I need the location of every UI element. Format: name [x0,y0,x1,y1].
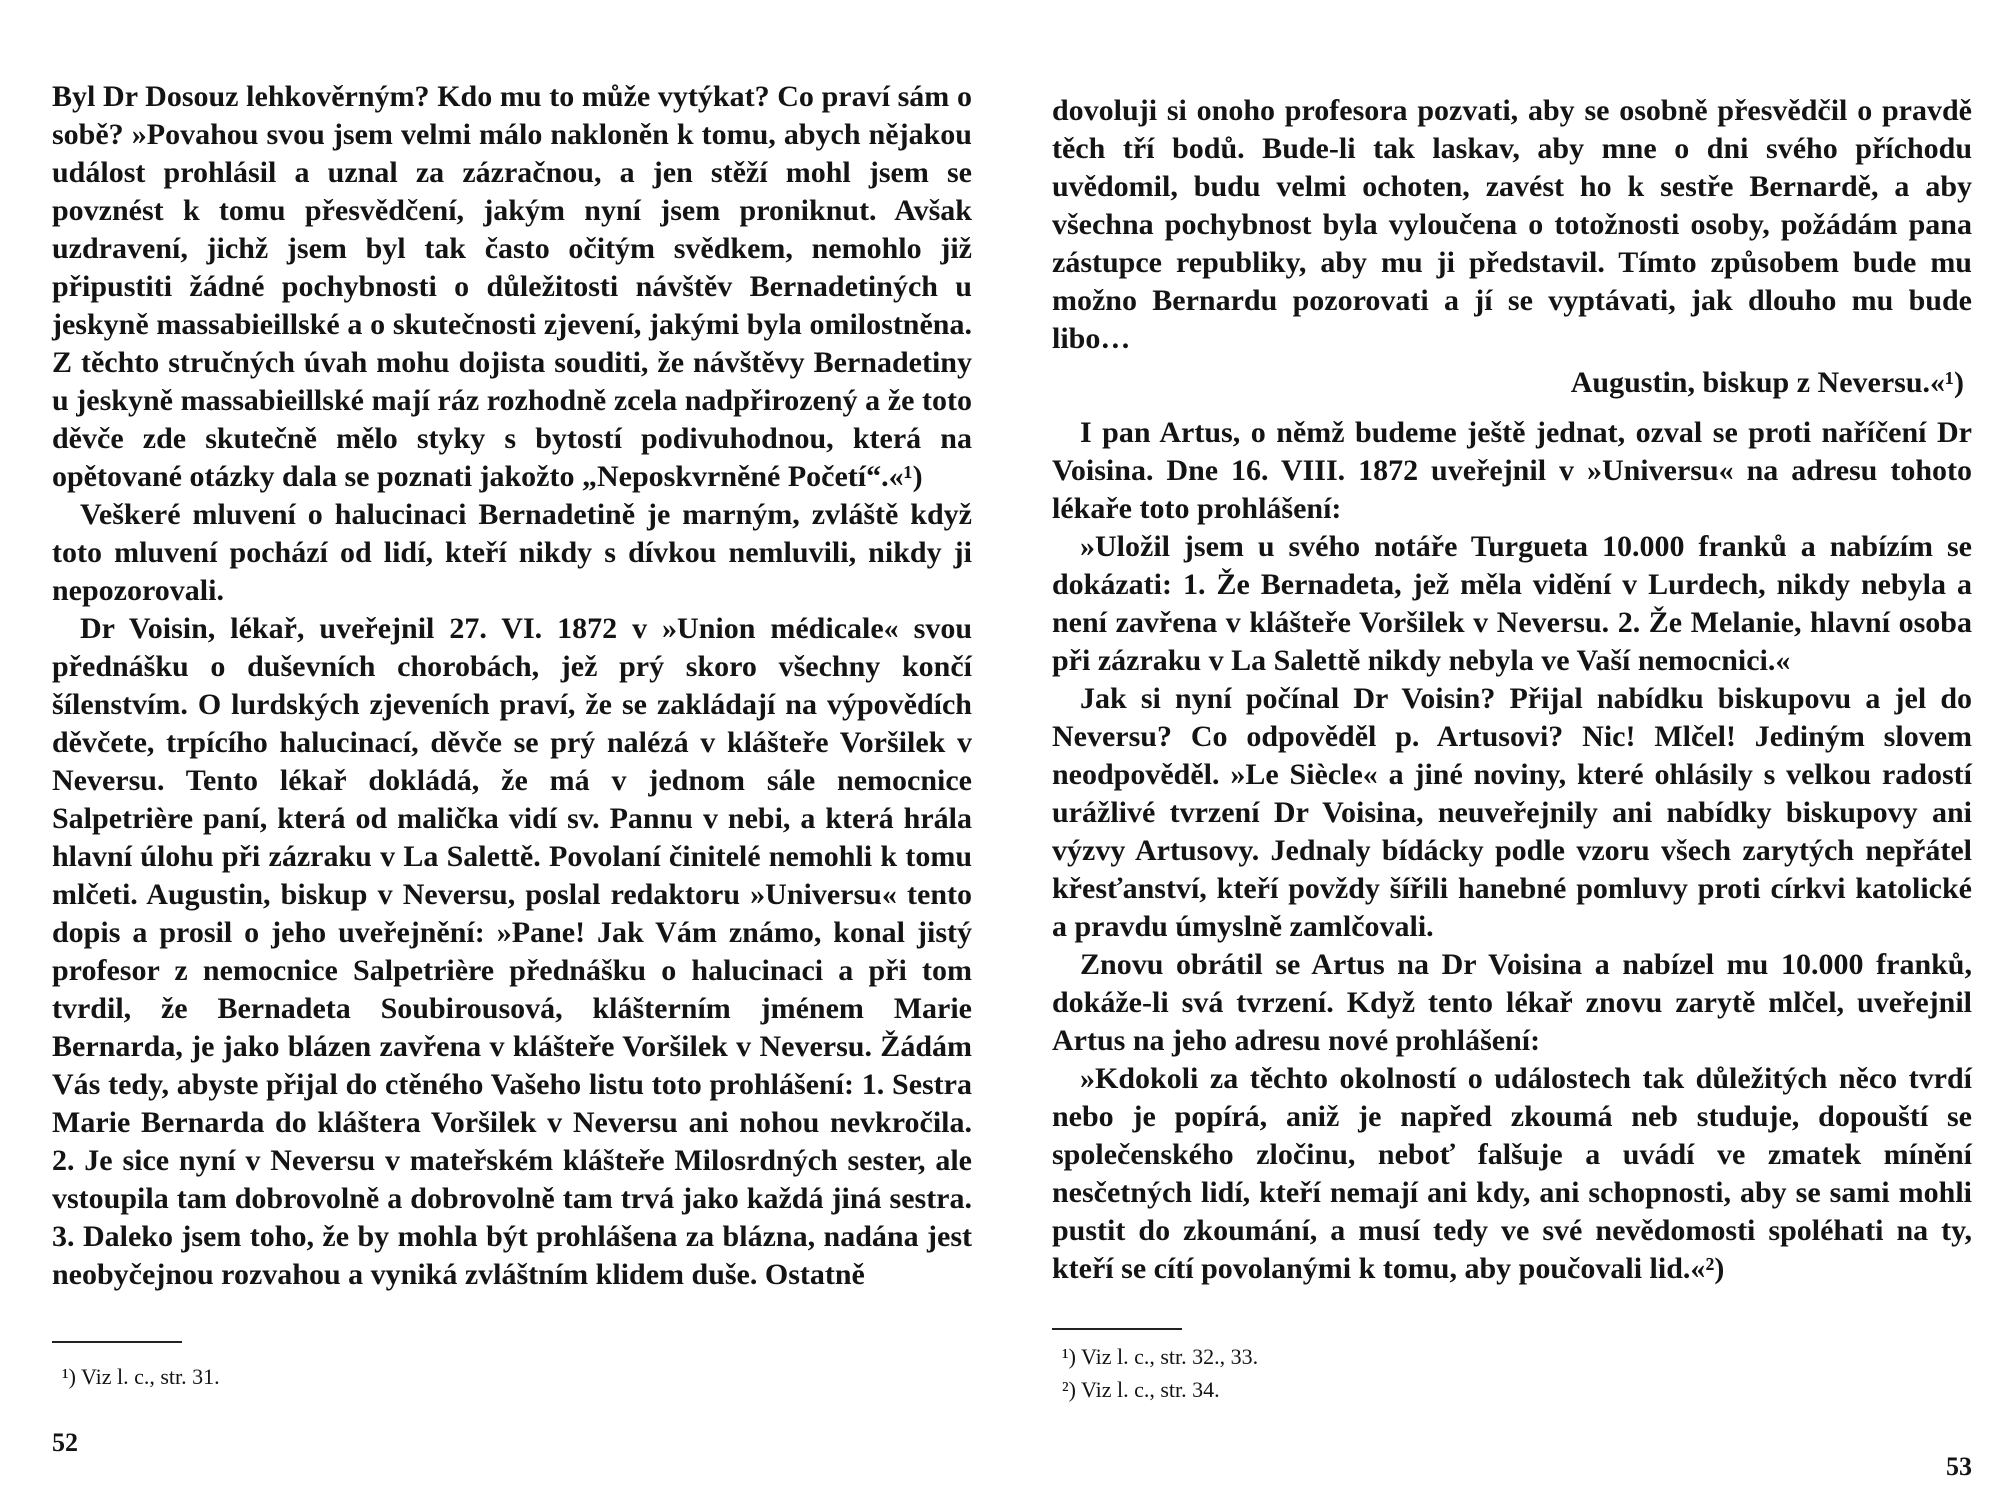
footnote: ¹) Viz l. c., str. 32., 33. [1062,1344,1259,1369]
footnotes [52,1360,972,1393]
paragraph: »Uložil jsem u svého notáře Turgueta 10.000 franků a nabízím se dokázati: 1. Že Bernadeta, jež měla vidění v Lurdech, nikdy nebyla a není zavřena v klášteře Voršilek v Neversu. 2. Že Melanie, hlavní osoba při zázraku v La Salettě nikdy nebyla ve Vaší nemocnici.« [1052,530,1972,677]
footnotes [1052,1340,1972,1406]
footnote: ²) Viz l. c., str. 34. [1062,1377,1220,1402]
paragraph: Jak si nyní počínal Dr Voisin? Přijal nabídku biskupovu a jel do Neversu? Co odpověděl p. Artusovi? Nic! Mlčel! Jediným slovem neodpověděl. »Le Siècle« a jiné noviny, které ohlásily s velkou radostí urážlivé tvrzení Dr Voisina, neuveřejnily ani nabídky biskupovy ani výzvy Artusovy. Jednaly bídácky podle vzoru všech zarytých nepřátel křesťanství, kteří povždy šířili hanebné pomluvy proti církvi katolické a pravdu úmyslně zamlčovali. [1052,682,1972,943]
paragraph: I pan Artus, o němž budeme ještě jednat, ozval se proti naříčení Dr Voisina. Dne 16. VIII. 1872 uveřejnil v »Universu« na adresu tohoto lékaře toto prohlášení: [1052,416,1972,525]
paragraph: Veškeré mluvení o halucinaci Bernadetině je marným, zvláště když toto mluvení pochází od lidí, kteří nikdy s dívkou nemluvili, nikdy ji nepozorovali. [52,498,972,607]
footnote-divider [1052,1328,1182,1330]
left-page-body [52,78,972,1294]
footnote-divider [52,1341,182,1343]
paragraph: Znovu obrátil se Artus na Dr Voisina a nabízel mu 10.000 franků, dokáže-li svá tvrzení. Když tento lékař znovu zarytě mlčel, uveřejnil Artus na jeho adresu nové prohlášení: [1052,948,1972,1057]
footnote: ¹) Viz l. c., str. 31. [62,1364,220,1389]
right-page-body [1052,92,1972,1288]
paragraph: »Kdokoli za těchto okolností o událostech tak důležitých něco tvrdí nebo je popírá, aniž je napřed zkoumá neb studuje, dopouští se společenského zločinu, neboť falšuje a uvádí ve zmatek mínění nesčetných lidí, kteří nemají ani kdy, ani schopnosti, aby se sami mohli pustit do zkoumání, a musí tedy ve své nevědomosti spoléhati na ty, kteří se cítí povolanými k tomu, aby poučovali lid.«²) [1052,1062,1972,1285]
paragraph: Byl Dr Dosouz lehkověrným? Kdo mu to může vytýkat? Co praví sám o sobě? »Povahou svou jsem velmi málo nakloněn k tomu, abych nějakou událost prohlásil a uznal za zázračnou, a jen stěží mohl jsem se povznést k tomu přesvědčení, jakým nyní jsem proniknut. Avšak uzdravení, jichž jsem byl tak často očitým svědkem, nemohlo již připustiti žádné pochybnosti o důležitosti návštěv Bernadetiných u jeskyně massabieillské a o skutečnosti zjevení, jakými byla omilostněna. Z těchto stručných úvah mohu dojista souditi, že návštěvy Bernadetiny u jeskyně massabieillské mají ráz rozhodně zcela nadpřirozený a že toto děvče zde skutečně mělo styky s bytostí podivuhodnou, která na opětované otázky dala se poznati jakožto „Neposkvrněné Početí“.«¹) [52,80,972,493]
paragraph: Dr Voisin, lékař, uveřejnil 27. VI. 1872 v »Union médicale« svou přednášku o duševních chorobách, jež prý skoro všechny končí šílenstvím. O lurdských zjeveních praví, že se zakládají na výpovědích děvčete, trpícího halucinací, děvče se prý nalézá v klášteře Voršilek v Neversu. Tento lékař dokládá, že má v jednom sále nemocnice Salpetrière paní, která od malička vidí sv. Pannu v nebi, a která hrála hlavní úlohu při zázraku v La Salettě. Povolaní činitelé nemohli k tomu mlčeti. Augustin, biskup v Neversu, poslal redaktoru »Universu« tento dopis a prosil o jeho uveřejnění: »Pane! Jak Vám známo, konal jistý profesor z nemocnice Salpetrière přednášku o halucinaci a při tom tvrdil, že Bernadeta Soubirousová, klášterním jménem Marie Bernarda, je jako blázen zavřena v klášteře Voršilek v Neversu. Žádám Vás tedy, abyste přijal do ctěného Vašeho listu toto prohlášení: 1. Sestra Marie Bernarda do kláštera Voršilek v Neversu ani nohou nevkročila. 2. Je sice nyní v Neversu v mateřském klášteře Milosrdných sester, ale vstoupila tam dobrovolně a dobrovolně tam trvá jako každá jiná sestra. 3. Daleko jsem toho, že by mohla být prohlášena za blázna, nadána jest neobyčejnou rozvahou a vyniká zvláštním klidem duše. Ostatně [52,612,972,1291]
paragraph: dovoluji si onoho profesora pozvati, aby se osobně přesvědčil o pravdě těch tří bodů. Bude-li tak laskav, aby mne o dni svého příchodu uvědomil, budu velmi ochoten, zavést ho k sestře Bernardě, a aby všechna pochybnost byla vyloučena o totožnosti osoby, požádám pana zástupce republiky, aby mu ji představil. Tímto způsobem bude mu možno Bernardu pozorovati a jí se vyptávati, jak dlouho mu bude libo… [1052,94,1972,355]
page-number: 53 [1946,1452,1972,1481]
right-page [1052,0,1972,1500]
page-number: 52 [52,1428,78,1457]
signature-line: Augustin, biskup z Neversu.«¹) [1570,366,1964,399]
left-page [52,0,972,1500]
